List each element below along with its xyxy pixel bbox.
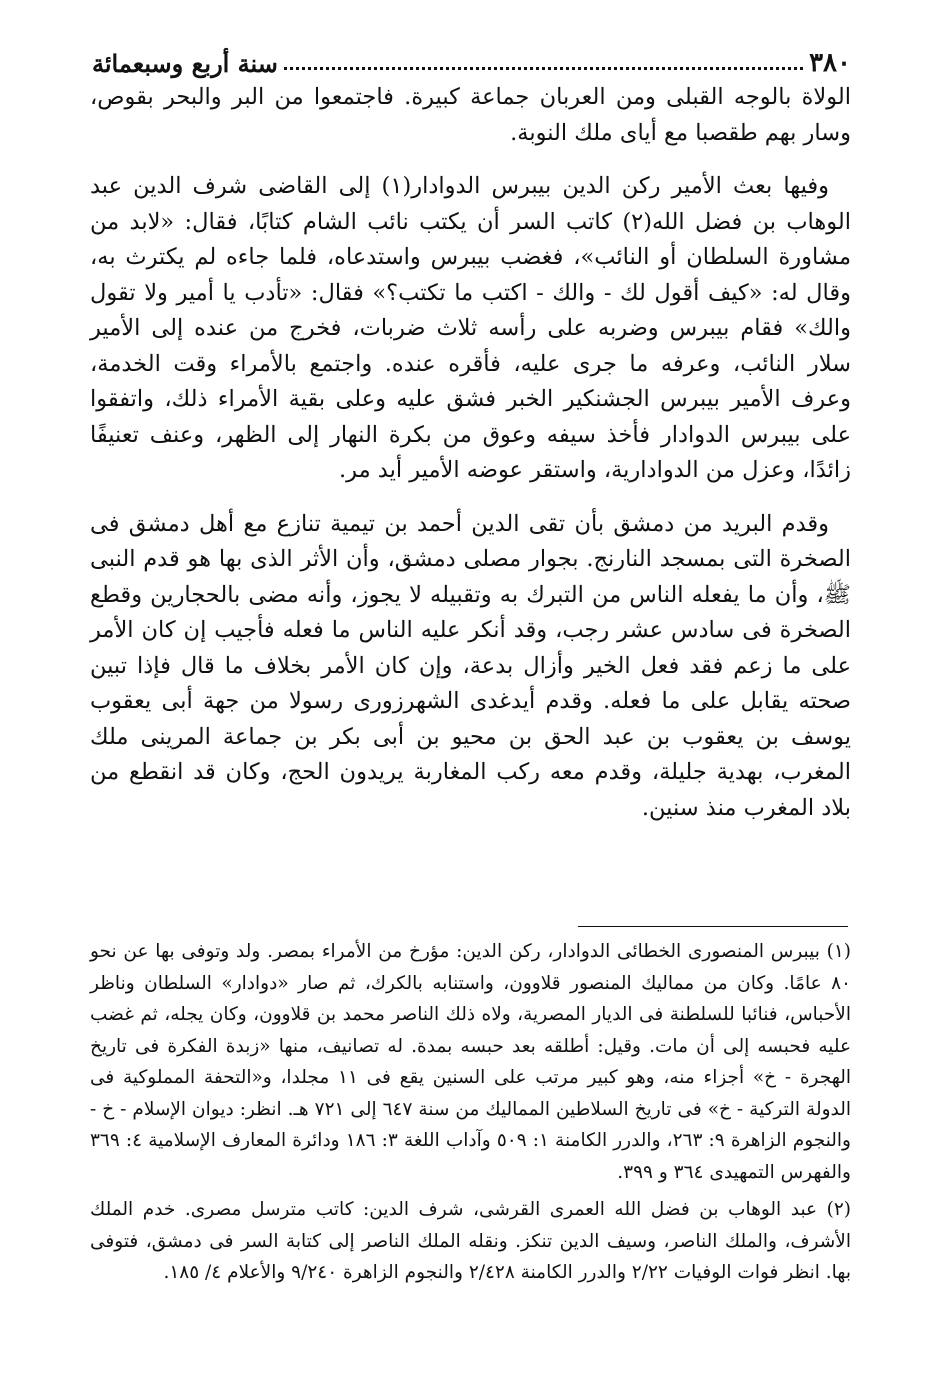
paragraph-baybars-dawadar: وفيها بعث الأمير ركن الدين بيبرس الدوادار(١) إلى القاضى شرف الدين عبد الوهاب بن فضل الله(٢) كاتب السر أن يكتب نائب الشام كتابًا، فقال: «لابد من مشاورة السلطان أو النائب»، فغضب بيبرس واستدعاه، فلما جاءه لم يكترث به، وقال له: «كيف أقول لك - والك - اكتب ما تكتب؟» فقال: «تأدب يا أمير ولا تقول والك» فقام بيبرس وضربه على رأسه ثلاث ضربات، فخرج من عنده إلى الأمير سلار النائب، وعرفه ما جرى عليه، فأقره عنده. واجتمع بالأمراء وقت الخدمة، وعرف الأمير بيبرس الجشنكير الخبر فشق عليه وعلى بقية الأمراء ذلك، واتفقوا على بيبرس الدوادار فأخذ سيفه وعوق من بكرة النهار إلى الظهر، وعنف تعنيفًا زائدًا، وعزل من الدوادارية، واستقر عوضه الأمير أيد مر.	[90, 173, 852, 483]
dotted-leader	[284, 67, 803, 70]
footnotes	[90, 936, 851, 1295]
paragraph-ibn-taymiyya: وقدم البريد من دمشق بأن تقى الدين أحمد بن تيمية تنازع مع أهل دمشق فى الصخرة التى بمسجد النارنج. بجوار مصلى دمشق، وأن الأثر الذى بها هو قدم النبى ﷺ، وأن ما يفعله الناس من التبرك به وتقبيله لا يجوز، وأنه مضى بالحجارين وقطع الصخرة فى سادس عشر رجب، وقد أنكر عليه الناس ما فعله فأجيب إن كان الأمر على ما زعم فقد فعل الخير وأزال بدعة، وإن كان الأمر بخلاف ما قال فإذا تبين صحته يقابل على ما فعله. وقدم أيدغدى الشهرزورى رسولا من جهة أبى يعقوب يوسف بن يعقوب بن عبد الحق بن محيو بن أبى بكر بن جماعة المرينى ملك المغرب، بهدية جليلة، وقدم معه ركب المغاربة يريدون الحج، وكان قد انقطع من بلاد المغرب منذ سنين.	[90, 510, 851, 821]
footnote-divider	[578, 926, 848, 927]
running-title: سنة أربع وسبعمائة	[92, 49, 278, 78]
page-header	[92, 34, 851, 78]
paragraph-continued: الولاة بالوجه القبلى ومن العربان جماعة كبيرة. فاجتمعوا من البر والبحر بقوص، وسار بهم طقصبا مع أيای ملك النوبة.	[90, 84, 851, 146]
footnote-2: (٢) عبد الوهاب بن فضل الله العمرى القرشى، شرف الدين: كاتب مترسل مصرى. خدم الملك الأشرف، والملك الناصر، وسيف الدين تنكز. ونقله الملك الناصر إلى كتابة السر فى دمشق، فتوفى بها. انظر فوات الوفيات ٢/٢٢ والدرر الكامنة ٢/٤٢٨ والنجوم الزاهرة ٩/٢٤٠ والأعلام ٤/ ١٨٥.	[90, 1199, 851, 1283]
main-text	[90, 80, 851, 844]
page-number: ٣٨٠	[809, 48, 851, 78]
footnote-1: (١) بيبرس المنصورى الخطائى الدوادار، ركن الدين: مؤرخ من الأمراء بمصر. ولد وتوفى بها عن نحو ٨٠ عامًا. وكان من مماليك المنصور قلاوون، واستنابه بالكرك، ثم صار «دوادار» السلطان وناظر الأحباس، فنائبا للسلطنة فى الديار المصرية، ولاه ذلك الناصر محمد بن قلاوون، وكان يجله، ثم غضب عليه فحبسه إلى أن مات. وقيل: أطلقه بعد حبسه بمدة. له تصانيف، منها «زبدة الفكرة فى تاريخ الهجرة - خ» أجزاء منه، وهو كبير مرتب على السنين يقع فى ١١ مجلدا، و«التحفة المملوكية فى الدولة التركية - خ» فى تاريخ السلاطين المماليك من سنة ٦٤٧ إلى ٧٢١ هـ. انظر: ديوان الإسلام - خ - والنجوم الزاهرة ٩: ٢٦٣، والدرر الكامنة ١: ٥٠٩ وآداب اللغة ٣: ١٨٦ ودائرة المعارف الإسلامية ٤: ٣٦٩ والفهرس التمهيدى ٣٦٤ و ٣٩٩.	[90, 941, 852, 1183]
